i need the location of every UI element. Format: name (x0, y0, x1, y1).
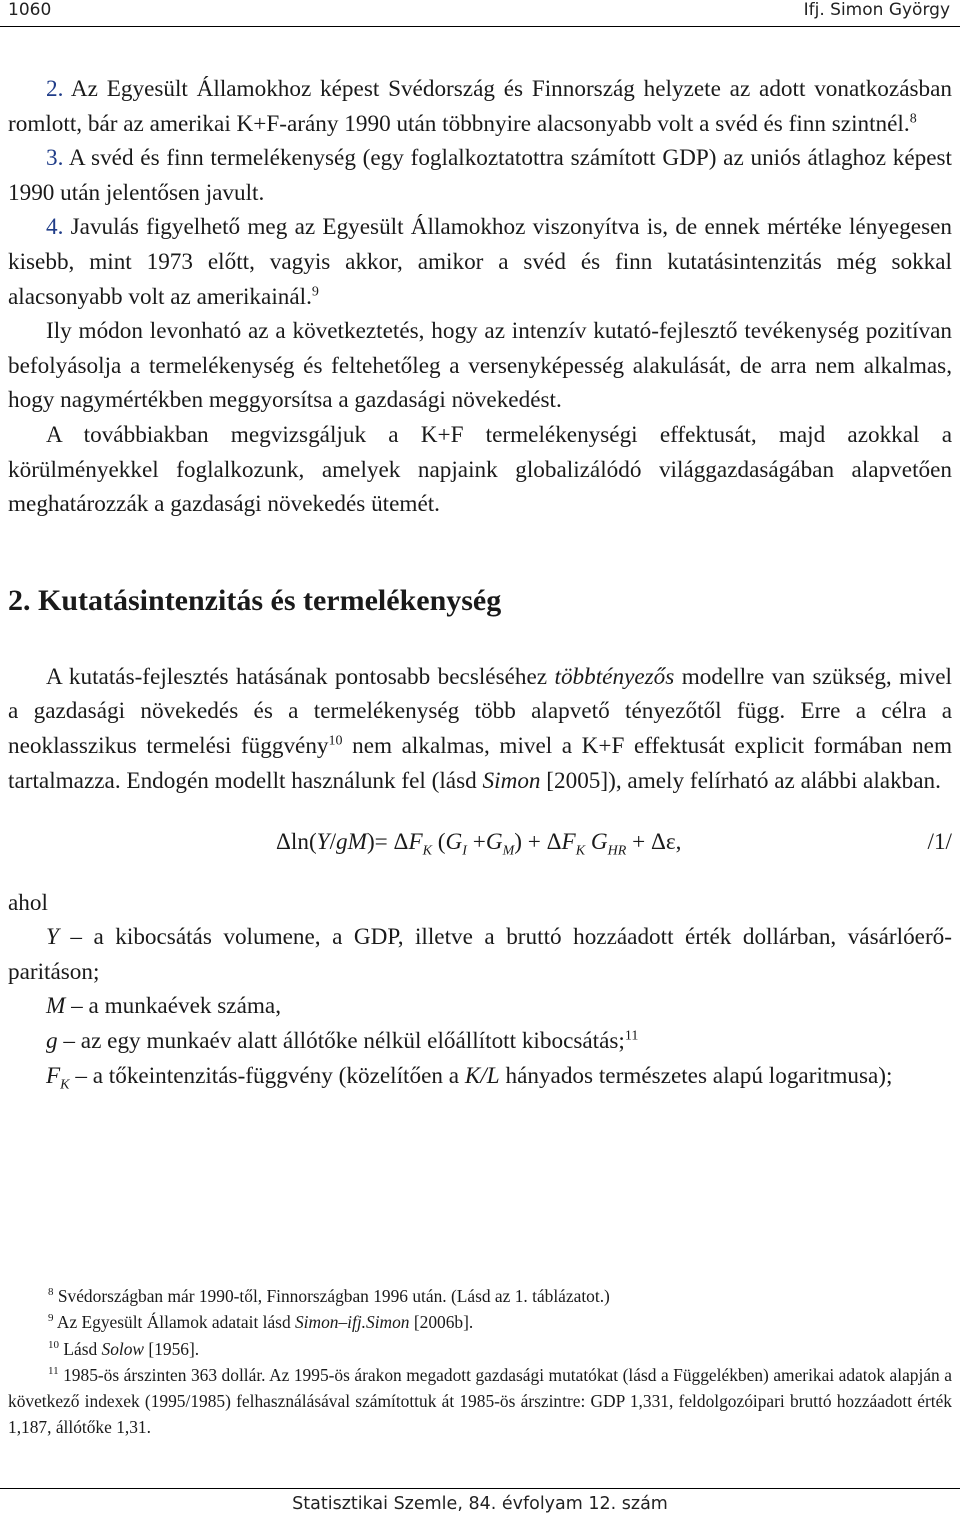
list-text: Az Egyesült Államokhoz képest Svédország és Finnország helyzete az adott vonatkozásban romlott, bár az amerikai K+F-arány 1990 után többnyire alacsonyabb volt a svéd és finn szintnél. (8, 76, 952, 137)
page-header (0, 0, 960, 27)
page-number: 1060 (8, 0, 52, 20)
definitions-intro: ahol (8, 889, 48, 916)
paragraph: A kutatás-fejlesztés hatásának pontosabb becsléséhez többtényezős modellre van szükség, mivel a gazdasági növekedés és a termelékenység több alapvető tényezőtől függ. Erre a célra a neoklasszikus termelési függvény$^{10}$ nem alkalmas, mivel a K+F effektusát explicit formában nem tartalmazza. Endogén modellt használunk fel (lásd Simon [2005]), amely felírható az alábbi alakban. (8, 663, 953, 794)
list-item (8, 72, 952, 141)
author-name: Simon (482, 767, 541, 794)
definition-fk: $F_K$ – a tőkeintenzitás-függvény (közelítően a K/L hányados természetes alapú logaritmusa); (46, 1062, 893, 1093)
paragraph: Ily módon levonható az a következtetés, hogy az intenzív kutató-fejlesztő tevékenység pozitívan befolyásolja a termelékenység és feltehetőleg a versenyképesség alakulását, de arra nem alkalmas, hogy nagymértékben meggyorsítsa a gazdasági növekedést. (8, 318, 952, 414)
section-heading: 2. Kutatásintenzitás és termelékenység (8, 583, 502, 617)
list-number: 4. (46, 214, 64, 241)
equation (8, 825, 952, 860)
list-text: A svéd és finn termelékenység (egy foglalkoztatottra számított GDP) az uniós átlaghoz képest 1990 után jelentősen javult. (8, 145, 952, 206)
equation-number: /1/ (927, 829, 952, 856)
footnote-ref[interactable]: 11 (624, 1028, 639, 1044)
list-number: 2. (46, 76, 64, 102)
equation-formula: $\Delta\ln(Y/gM)= \Delta F_K$ $(G_I +G_M) + \Delta F_K$ $G_{HR} + \Delta\varepsilon$, (276, 829, 682, 859)
page-footer: Statisztikai Szemle, 84. évfolyam 12. szám (0, 1488, 960, 1520)
footnotes (8, 1283, 952, 1441)
list-item (8, 210, 952, 314)
footnote-ref[interactable]: 9 (311, 283, 319, 299)
footnote-ref[interactable]: 10 (328, 733, 343, 749)
definition-m: M – a munkaévek száma, (46, 993, 282, 1020)
definition-g: g – az egy munkaév alatt állótőke nélkül előállított kibocsátás;$^{11}$ (46, 1028, 639, 1055)
list-item (8, 141, 952, 210)
list-number: 3. (46, 145, 64, 172)
definition-y: Y – a kibocsátás volumene, a GDP, illetve a bruttó hozzáadott érték dollárban, vásárlóerő-paritáson; (8, 924, 952, 985)
paragraph: A továbbiakban megvizsgáljuk a K+F termelékenységi effektusát, majd azokkal a körülményekkel foglalkozunk, amelyek napjaink globalizálódó világgazdaságában alapvetően meghatározzák a gazdasági növekedés ütemét. (8, 421, 952, 518)
footnote-11: $^{11}$ 1985-ös árszinten 363 dollár. Az 1995-ös árakon megadott gazdasági mutatókat (lásd a Függelékben) amerikai adatok alapján a következő indexek (1995/1985) felhasználásával számítottuk át 1985-ös árszintre: GDP 1,331, feldolgozóipari bruttó hozzáadott érték 1,187, állótőke 1,31. (8, 1364, 952, 1438)
main-text (8, 72, 952, 1093)
footnote-ref[interactable]: 8 (909, 110, 917, 126)
list-text: Javulás figyelhető meg az Egyesült Államokhoz viszonyítva is, de ennek mértéke lényegesen kisebb, mint 1973 előtt, vagyis akkor, amikor a svéd és finn kutatásintenzitás még sokkal alacsonyabb volt az amerikainál. (8, 214, 952, 310)
emphasis: többtényezős (554, 663, 675, 690)
running-author: Ifj. Simon György (803, 0, 950, 20)
footnote-9: $^9$ Az Egyesült Államok adatait lásd Simon–ifj.Simon [2006b]. (48, 1312, 474, 1333)
footnote-10: $^{10}$ Lásd Solow [1956]. (48, 1338, 200, 1359)
footnote-8: $^8$ Svédországban már 1990-től, Finnországban 1996 után. (Lásd az 1. táblázatot.) (48, 1286, 610, 1306)
